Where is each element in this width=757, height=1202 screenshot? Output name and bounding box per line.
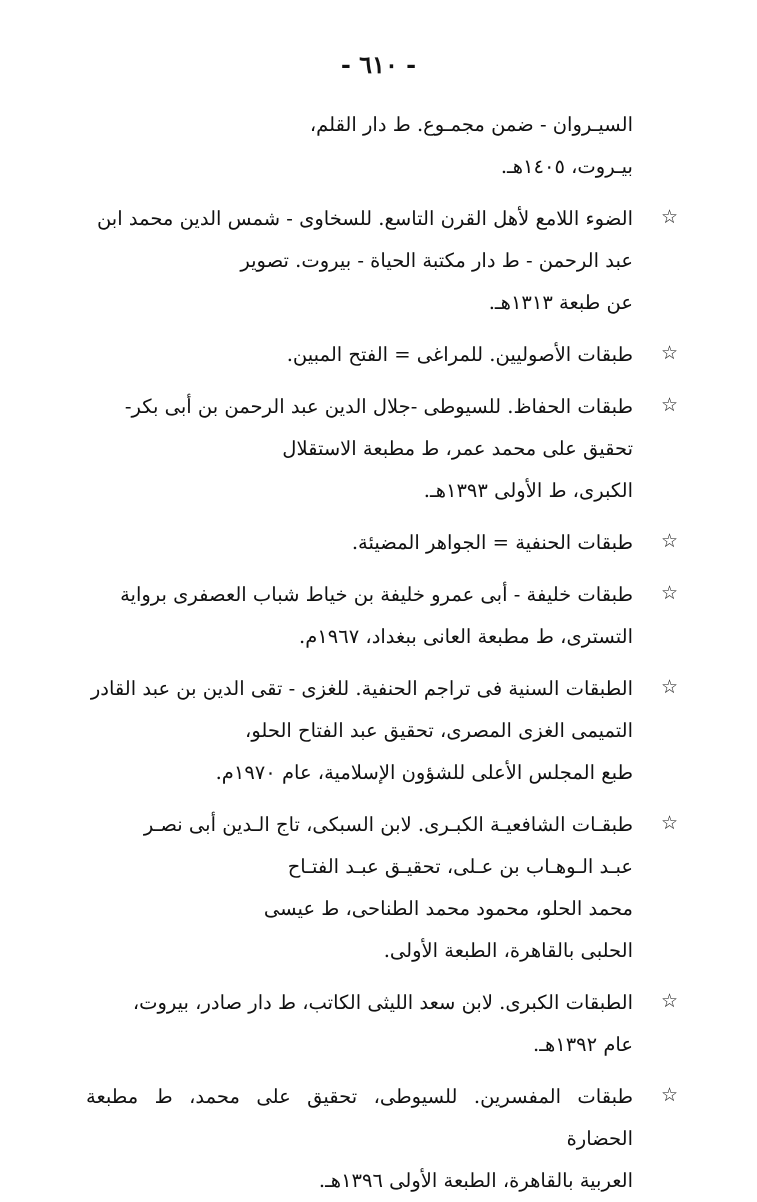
star-icon: ☆ <box>660 582 678 604</box>
entry-line: عبـد الـوهـاب بن عـلى، تحقيـق عبـد الفتـاح <box>287 855 633 878</box>
entry-line: الضوء اللامع لأهل القرن التاسع. للسخاوى - شمس الدين محمد ابن <box>96 207 633 230</box>
entry-line: التميمى الغزى المصرى، تحقيق عبد الفتاح الحلو، <box>245 719 633 742</box>
entry-line: عن طبعة ١٣١٣هـ. <box>488 291 633 314</box>
bibliography-entry <box>86 982 678 1066</box>
entry-text <box>86 386 633 512</box>
entry-text <box>86 522 633 564</box>
entry-line: الكبرى، ط الأولى ١٣٩٣هـ. <box>423 479 633 502</box>
entry-line: الحلبى بالقاهرة، الطبعة الأولى. <box>383 939 633 962</box>
entry-gap <box>86 658 678 668</box>
entry-line: تحقيق على محمد عمر، ط مطبعة الاستقلال <box>282 437 633 460</box>
entry-line: طبقات الأصوليين. للمراغى = الفتح المبين. <box>286 343 633 366</box>
page-number: - ٦١٠ - <box>340 50 417 79</box>
entry-line: بيـروت، ١٤٠٥هـ. <box>500 155 633 178</box>
bibliography-entry <box>86 1076 678 1202</box>
entry-gap <box>86 794 678 804</box>
entry-line: العربية بالقاهرة، الطبعة الأولى ١٣٩٦هـ. <box>318 1169 633 1192</box>
bibliography-entry <box>86 334 678 376</box>
entry-line: طبقات خليفة - أبى عمرو خليفة بن خياط شباب العصفرى برواية <box>120 583 633 606</box>
entry-gap <box>86 564 678 574</box>
entry-text <box>86 804 633 972</box>
bibliography-entry <box>86 198 678 324</box>
bibliography-entry <box>86 386 678 512</box>
star-icon: ☆ <box>660 990 678 1012</box>
entry-text <box>86 1076 633 1202</box>
star-icon: ☆ <box>660 394 678 416</box>
star-icon: ☆ <box>660 206 678 228</box>
entry-line: طبقـات الشافعيـة الكبـرى. لابن السبكى، تاج الـدين أبى نصـر <box>143 813 633 836</box>
entry-line: طبقات الحفاظ. للسيوطى -جلال الدين عبد الرحمن بن أبى بكر- <box>124 395 633 418</box>
entry-line: الطبقات الكبرى. لابن سعد الليثى الكاتب، ط دار صادر، بيروت، <box>132 991 633 1014</box>
star-icon: ☆ <box>660 812 678 834</box>
entry-gap <box>86 1066 678 1076</box>
star-icon: ☆ <box>660 676 678 698</box>
entry-line: طبع المجلس الأعلى للشؤون الإسلامية، عام ١٩٧٠م. <box>215 761 633 784</box>
bibliography-entry <box>86 574 678 658</box>
entry-text <box>86 982 633 1066</box>
entry-line: الطبقات السنية فى تراجم الحنفية. للغزى - تقى الدين بن عبد القادر <box>90 677 633 700</box>
entry-text <box>86 198 633 324</box>
entry-text <box>86 668 633 794</box>
entry-text <box>86 104 633 188</box>
entry-gap <box>86 376 678 386</box>
entry-line: طبقات الحنفية = الجواهر المضيئة. <box>351 531 633 554</box>
entry-line: طبقات المفسرين. للسيوطى، تحقيق على محمد، ط مطبعة الحضارة <box>86 1085 633 1150</box>
entry-line: محمد الحلو، محمود محمد الطناحى، ط عيسى <box>263 897 633 920</box>
entry-line: عام ١٣٩٢هـ. <box>533 1033 633 1056</box>
star-icon: ☆ <box>660 1084 678 1106</box>
entry-gap <box>86 512 678 522</box>
star-icon: ☆ <box>660 530 678 552</box>
entry-text <box>86 334 633 376</box>
bibliography-list <box>86 104 678 1202</box>
bibliography-entry <box>86 104 678 188</box>
entry-gap <box>86 324 678 334</box>
entry-line: التسترى، ط مطبعة العانى ببغداد، ١٩٦٧م. <box>299 625 633 648</box>
entry-gap <box>86 972 678 982</box>
entry-line: عبد الرحمن - ط دار مكتبة الحياة - بيروت. تصوير <box>240 249 633 272</box>
entry-gap <box>86 188 678 198</box>
bibliography-entry <box>86 522 678 564</box>
bibliography-entry <box>86 804 678 972</box>
star-icon: ☆ <box>660 342 678 364</box>
entry-text <box>86 574 633 658</box>
entry-line: السيـروان - ضمن مجمـوع. ط دار القلم، <box>309 113 633 136</box>
bibliography-entry <box>86 668 678 794</box>
